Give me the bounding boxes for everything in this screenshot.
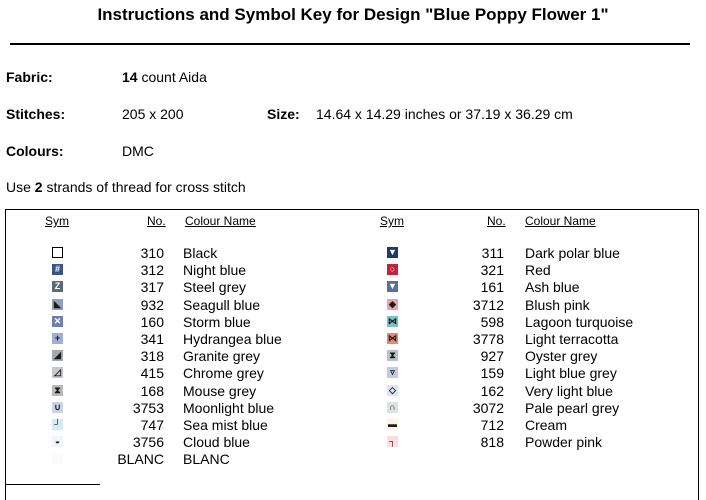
colour-name: Ash blue [525, 279, 580, 296]
triangle-icon: ◣ [52, 299, 63, 310]
colour-name: Oyster grey [525, 348, 598, 365]
colour-number: 321 [480, 262, 504, 279]
key-row [6, 417, 698, 434]
triangle-icon: ◢ [52, 350, 63, 361]
page-title: Instructions and Symbol Key for Design "Blue Poppy Flower 1" [97, 5, 609, 24]
colour-number: 160 [140, 313, 164, 330]
no-header-left: No. [147, 214, 166, 228]
down-triangle-outline-icon: ▿ [387, 367, 398, 378]
colour-number: 311 [481, 245, 504, 261]
colour-number: 747 [140, 417, 164, 433]
symbol-key-table [5, 209, 699, 500]
no-header-right: No. [487, 214, 506, 228]
stitches-value: 205 x 200 [122, 106, 184, 122]
key-row [6, 434, 698, 451]
size-value: 14.64 x 14.29 inches or 37.19 x 36.29 cm [316, 106, 573, 122]
colour-name: Mouse grey [183, 382, 257, 399]
colour-name: Black [183, 245, 218, 261]
corner-icon: ┐ [387, 436, 398, 447]
half-circle-icon: ◒ [52, 436, 63, 447]
colour-name: Steel grey [183, 279, 247, 296]
colour-number: 712 [480, 417, 504, 433]
colour-name: Dark polar blue [525, 245, 620, 261]
colour-name: Cloud blue [183, 434, 250, 451]
key-row [6, 348, 698, 365]
colour-name: Very light blue [525, 382, 613, 399]
diamond-icon: ◆ [387, 299, 398, 310]
colour-number: 3756 [132, 434, 164, 451]
strand-count: 2 [34, 179, 43, 195]
diamond-outline-icon: ◇ [387, 385, 398, 396]
arch-icon: ∩ [387, 402, 398, 413]
fabric-value [122, 69, 207, 85]
fabric-type: count Aida [141, 69, 207, 85]
colour-name: Red [525, 262, 551, 279]
colour-name: Powder pink [525, 434, 603, 451]
fabric-label: Fabric: [6, 69, 53, 85]
instruction-prefix: Use [6, 179, 31, 195]
key-row [6, 279, 698, 296]
colour-number: 3072 [472, 399, 504, 416]
colour-name: BLANC [183, 451, 230, 468]
colour-name: Hydrangea blue [183, 331, 282, 347]
colours-value: DMC [122, 143, 154, 159]
x-icon: ✕ [53, 315, 62, 326]
key-row [6, 400, 698, 417]
down-triangle-icon: ▼ [388, 281, 397, 292]
colour-number: 312 [140, 262, 164, 279]
corner-icon: ┘ [52, 419, 63, 430]
colour-number: 598 [480, 313, 504, 330]
colour-number: 168 [140, 382, 164, 399]
colour-number: 932 [140, 296, 164, 313]
colour-number: 927 [480, 348, 504, 365]
colour-name: Light terracotta [525, 331, 619, 347]
circle-icon: ○ [387, 264, 398, 275]
colour-number: 159 [480, 365, 504, 382]
colour-name: Cream [525, 417, 568, 433]
colour-name: Granite grey [183, 348, 261, 365]
colour-name-header-right: Colour Name [525, 214, 596, 228]
colour-number: 415 [140, 365, 164, 382]
key-row [6, 314, 698, 331]
colour-name: Night blue [183, 262, 247, 279]
colours-label: Colours: [6, 143, 64, 159]
key-row [6, 331, 698, 348]
fabric-count: 14 [122, 69, 138, 85]
cup-icon: ∪ [52, 402, 63, 413]
colour-number: 818 [480, 434, 504, 451]
colour-name: Pale pearl grey [525, 399, 620, 416]
instruction-suffix: strands of thread for cross stitch [46, 179, 246, 195]
colour-name: Light blue grey [525, 365, 617, 382]
title-underline [10, 43, 690, 45]
colour-number: BLANC [117, 451, 164, 468]
hourglass-icon: ⧗ [52, 385, 63, 396]
colour-number: 161 [480, 279, 504, 296]
colour-number: 3753 [132, 399, 164, 416]
triangle-outline-icon: ◿ [52, 367, 63, 378]
key-row [6, 297, 698, 314]
colour-number: 162 [480, 382, 504, 399]
colour-number: 341 [140, 331, 164, 347]
bowtie-icon: ⋈ [388, 315, 397, 326]
down-triangle-icon: ▼ [388, 247, 397, 257]
bar-icon: ▬ [388, 419, 397, 429]
colour-number: 310 [140, 245, 164, 261]
colour-name: Seagull blue [183, 296, 261, 313]
size-label: Size: [267, 106, 300, 122]
stitches-label: Stitches: [6, 106, 66, 122]
instruction-text [6, 179, 246, 195]
colour-name: Moonlight blue [183, 399, 275, 416]
colour-number: 317 [140, 279, 164, 296]
hash-icon: # [52, 264, 63, 275]
colour-name: Lagoon turquoise [525, 313, 634, 330]
colour-name-header-left: Colour Name [185, 214, 256, 228]
colour-number: 318 [140, 348, 164, 365]
hourglass-icon: ⧗ [387, 350, 398, 361]
key-row [6, 262, 698, 279]
bowtie-icon: ⋈ [388, 333, 397, 343]
z-icon: Z [52, 281, 63, 292]
key-row [6, 365, 698, 382]
colour-name: Storm blue [183, 313, 251, 330]
colour-name: Blush pink [525, 296, 590, 313]
colour-number: 3778 [472, 331, 504, 347]
blank-square-icon [52, 453, 63, 464]
colour-name: Sea mist blue [183, 417, 268, 433]
sym-header-right: Sym [380, 214, 404, 228]
key-row [6, 383, 698, 400]
key-row [6, 451, 698, 468]
key-row [6, 245, 698, 262]
plus-icon: + [52, 333, 63, 344]
footer-rule [5, 484, 100, 485]
colour-name: Chrome grey [183, 365, 264, 382]
colour-number: 3712 [472, 296, 504, 313]
sym-header-left: Sym [45, 214, 69, 228]
